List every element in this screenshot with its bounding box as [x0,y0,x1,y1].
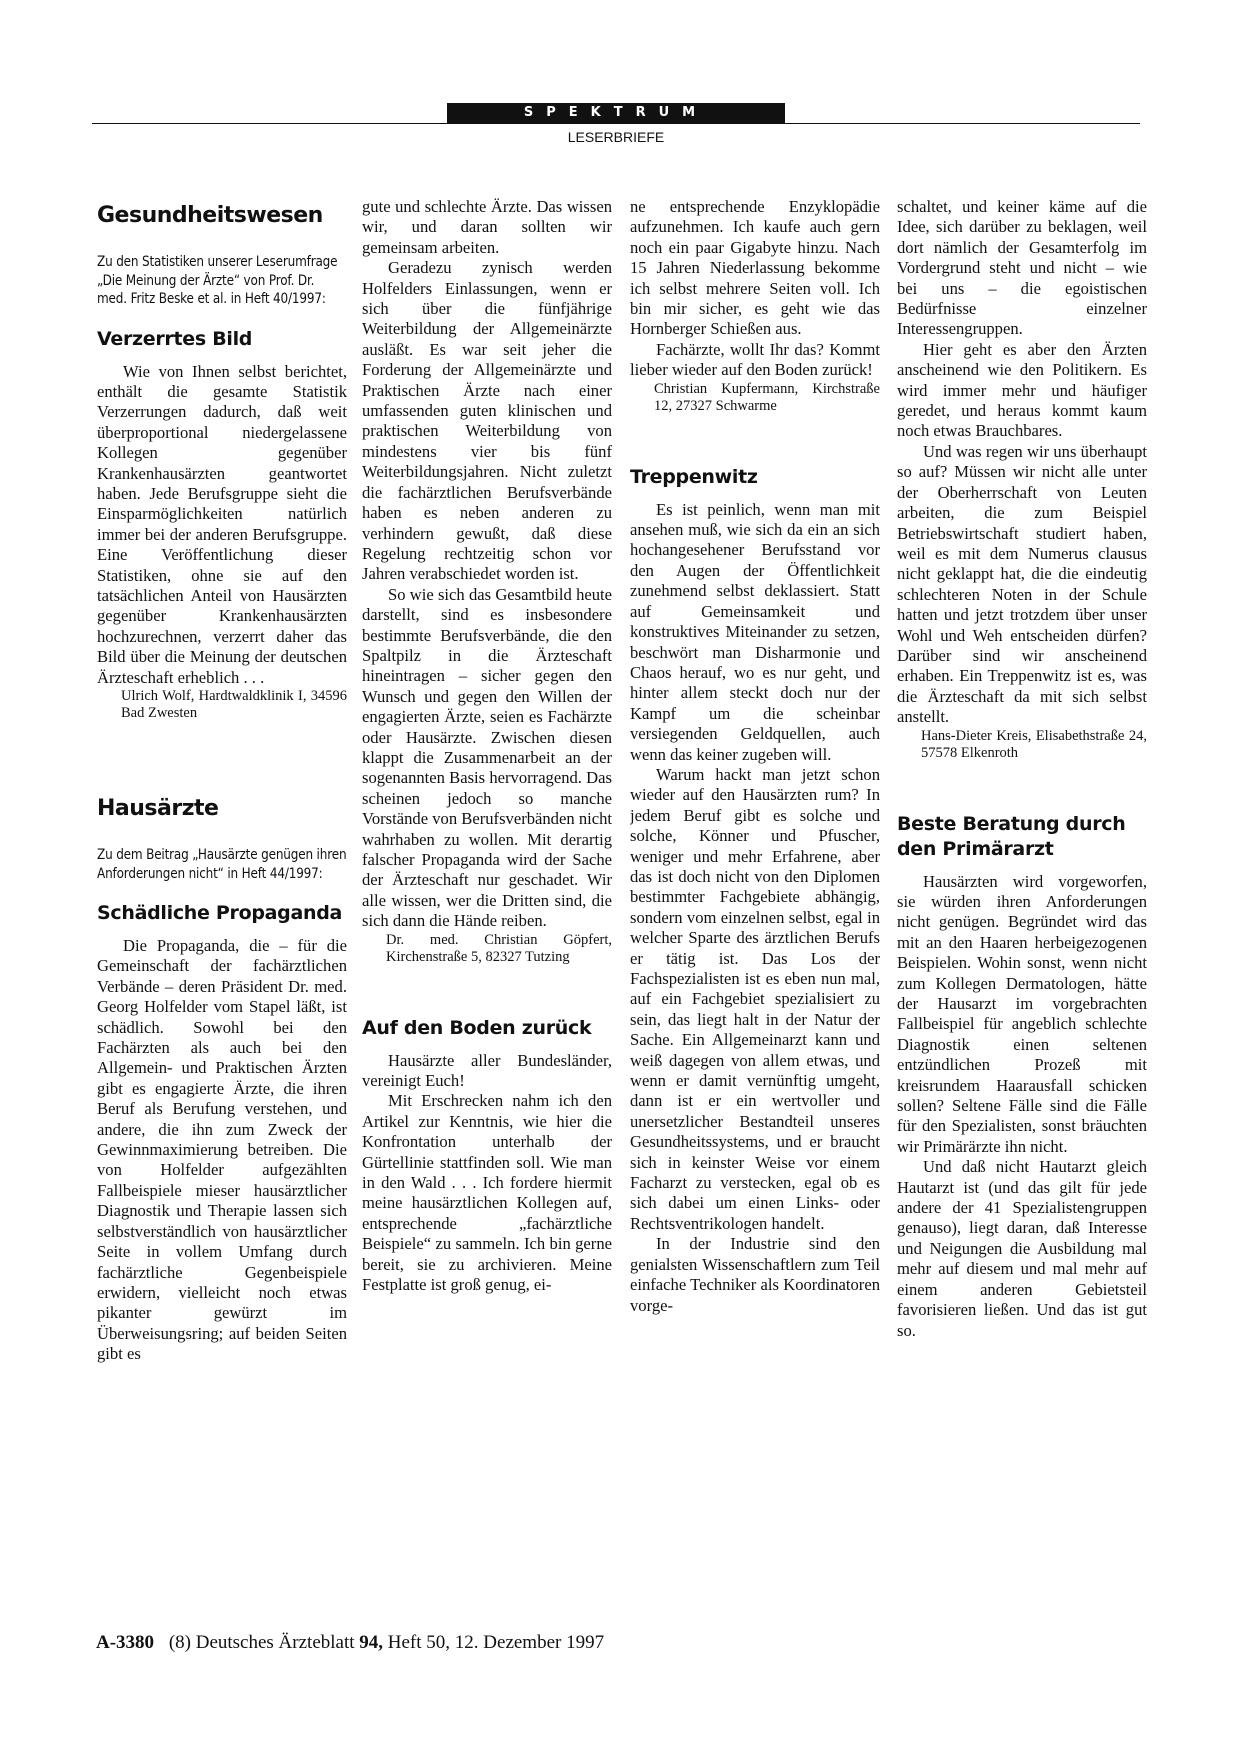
column-1 [97,197,347,1607]
column-3 [630,197,880,1607]
letter-signature: Dr. med. Christian Göpfert, Kirchenstraße 5, 82327 Tutzing [386,931,612,965]
section-header: SPEKTRUM [447,103,785,123]
subsection-label: LESERBRIEFE [567,129,665,145]
letter-paragraph: gute und schlechte Ärzte. Das wissen wir, und daran sollten wir gemeinsam arbeiten. [362,197,612,257]
letter-heading: Schädliche Propaganda [97,902,343,924]
letter-signature: Christian Kupfermann, Kirchstraße 12, 27327 Schwarme [654,380,880,414]
letter-paragraph: Fachärzte, wollt Ihr das? Kommt lieber wieder auf den Boden zurück! [630,339,880,380]
letter-paragraph: So wie sich das Gesamtbild heute darstellt, sind es insbesondere bestimmte Berufsverbände, die den Spaltpilz in die Ärzteschaft hineintragen – sicher gegen den Wunsch und gegen den Willen der engagierten Ärzte, seien es Fachärzte oder Hausärzte. Zwischen diesen klappt die Zusammenarbeit an der sogenannten Basis hervorragend. Das scheinen jedoch so manche Vorstände von Berufsverbänden nicht wahrhaben zu wollen. Mit derartig falscher Propaganda wird der Sache der Ärzteschaft nur geschadet. Wir alle wissen, wer die Dritten sind, die sich dann die Hände reiben. [362,584,612,931]
page-footer [96,1632,604,1654]
letter-paragraph: Mit Erschrecken nahm ich den Artikel zur Kenntnis, wie hier die Konfrontation unterhalb der Gürtellinie stattfinden soll. Wie man in den Wald . . . Ich fordere hiermit meine hausärztlichen Kollegen auf, entsprechende „fachärztliche Beispiele“ zu sammeln. Ich bin gerne bereit, sie zu archivieren. Meine Festplatte ist groß genug, ei- [362,1091,612,1295]
footer-volume: 94, [359,1632,384,1653]
letter-paragraph: Hausärzte aller Bundesländer, vereinigt Euch! [362,1050,612,1091]
rubric-intro: Zu den Statistiken unserer Leserumfrage „Die Meinung der Ärzte“ von Prof. Dr. med. Fritz Beske et al. in Heft 40/1997: [97,254,338,307]
letter-heading: Treppenwitz [630,465,758,488]
letter-paragraph: Es ist peinlich, wenn man mit ansehen muß, wie sich da ein an sich hochangesehener Berufsstand vor den Augen der Öffentlichkeit zunehmend selbst deklassiert. Statt auf Gemeinsamkeit und konstruktives Miteinander zu setzen, beschwört man Disharmonie und Chaos herauf, wo es nur geht, und hinter allem steckt doch nur der Kampf um die scheinbar versiegenden Geldquellen, auch wenn das keiner zugeben will. [630,499,880,764]
letter-paragraph: ne entsprechende Enzyklopädie aufzunehmen. Ich kaufe auch gern noch ein paar Gigabyte hinzu. Nach 15 Jahren Niederlassung bekomme ich selbst mehrere Seiten voll. Ich bin mir sicher, es geht wie das Hornberger Schießen aus. [630,197,880,339]
letter-paragraph: Geradezu zynisch werden Holfelders Einlassungen, wenn er sich über die fünfjährige Weiterbildung der Allgemeinärzte ausläßt. Es war seit jeher die Forderung der Allgemeinärzte und Praktischen Ärzte nach einer umfassenden guten klinischen und praktischen Weiterbildung von mindestens vier bis fünf Weiterbildungsjahren. Nicht zuletzt die fachärztlichen Berufsverbände haben es neben anderen zu verhindern gewußt, daß diese Regelung rechtzeitig schon vor Jahren verabschiedet worden ist. [362,258,612,584]
rubric-title: Hausärzte [97,796,219,821]
footer-issue-pre: (8) Deutsches Ärzteblatt [168,1632,355,1653]
letter-paragraph: Und daß nicht Hautarzt gleich Hautarzt ist (und das gilt für jede andere der 41 Spezialistengruppen genauso), liegt daran, daß Interesse und Neigungen die Ausbildung mal mehr auf diesem und mal mehr auf einem anderen Gebietsteil favorisieren ließen. Und das ist gut so. [897,1157,1147,1340]
letter-heading: Verzerrtes Bild [97,327,253,350]
column-4 [897,197,1147,1607]
letter-paragraph: Die Propaganda, die – für die Gemeinschaft der fachärztlichen Verbände – deren Präsident Dr. med. Georg Holfelder vom Stapel läßt, ist schädlich. Sowohl bei den Fachärzten als auch bei den Allgemein- und Praktischen Ärzten gibt es engagierte Ärzte, die ihren Beruf als Berufung verstehen, und andere, die ihn zum Zweck der Gewinnmaximierung betreiben. Die von Holfelder aufgezählten Fallbeispiele mieser hausärztlicher Diagnostik und Therapie lassen sich selbstverständlich von hausärztlicher Seite in vollem Umfang durch fachärztliche Gegenbeispiele erwidern, vielleicht noch etwas pikanter gewürzt im Überweisungsring; auf beiden Seiten gibt es [97,936,347,1364]
letter-heading: Auf den Boden zurück [362,1016,592,1039]
rubric-intro: Zu dem Beitrag „Hausärzte genügen ihren Anforderungen nicht“ in Heft 44/1997: [97,847,347,882]
header-rule [92,123,1140,124]
letter-paragraph: Hausärzten wird vorgeworfen, sie würden ihren Anforderungen nicht genügen. Begründet wird das mit an den Haaren herbeigezogenen Beispielen. Wohin sonst, wenn nicht zum Kollegen Dermatologen, hätte der Hausarzt im vorgebrachten Fallbeispiel für angeblich schlechte Diagnostik einen seltenen entzündlichen Prozeß mit kreisrundem Haarausfall schicken sollen? Seltene Fälle sind die Fälle für den Spezialisten, sonst bräuchten wir Primärärzte ihn nicht. [897,871,1147,1156]
rubric-title: Gesundheitswesen [97,203,323,228]
letter-heading: Beste Beratung durch den Primärarzt [897,812,1126,860]
letter-paragraph: Hier geht es aber den Ärzten anscheinend wie den Politikern. Es wird immer mehr und häufiger geredet, und heraus kommt kaum noch etwas Brauchbares. [897,339,1147,441]
letter-paragraph: Warum hackt man jetzt schon wieder auf den Hausärzten rum? In jedem Beruf gibt es solche und solche, Könner und Pfuscher, weniger und mehr Erfahrene, aber das ist doch nicht von den Diplomen bestimmter Fachgebiete abhängig, sondern vom einzelnen selbst, egal in welcher Sparte des ärztlichen Berufs er tätig ist. Das Los der Fachspezialisten ist es eben nun mal, auf ein Fachgebiet spezialisiert zu sein, das liegt halt in der Natur der Sache. Ein Allgemeinarzt kann und weiß dagegen von allem etwas, und wenn er damit vernünftig umgeht, dann ist er ein wertvoller und unersetzlicher Bestandteil unseres Gesundheitssystems, und er braucht sich in keinster Weise vor einem Facharzt zu verstecken, egal ob es sich dabei um einen Links- oder Rechtsventrikologen handelt. [630,764,880,1233]
letter-paragraph: Und was regen wir uns überhaupt so auf? Müssen wir nicht alle unter der Oberherrschaft von Leuten arbeiten, die zum Beispiel Betriebswirtschaft studiert haben, weil es mit dem Numerus clausus nicht geklappt hat, die die eindeutig schlechteren Noten in der Schule hatten und jetzt trotzdem über unser Wohl und Weh entscheiden dürfen? Darüber sind wir anscheinend erhaben. Ein Treppenwitz ist es, was die Ärzteschaft da mit sich selbst anstellt. [897,441,1147,727]
letter-paragraph: schaltet, und keiner käme auf die Idee, sich darüber zu beklagen, weil dort nämlich der Gesamterfolg im Vordergrund steht und nicht – wie bei uns – die egoistischen Bedürfnisse einzelner Interessengruppen. [897,197,1147,339]
letter-signature: Hans-Dieter Kreis, Elisabethstraße 24, 57578 Elkenroth [921,727,1147,761]
column-2 [362,197,612,1607]
letter-paragraph: Wie von Ihnen selbst berichtet, enthält die gesamte Statistik Verzerrungen dadurch, daß weit überproportional niedergelassene Kollegen gegenüber Krankenhausärzten geantwortet haben. Jede Berufsgruppe sieht die Einsparmöglichkeiten natürlich immer bei der anderen Berufsgruppe. Eine Veröffentlichung dieser Statistiken, ohne sie auf den tatsächlichen Anteil von Hausärzten gegenüber Krankenhausärzten hochzurechnen, verzerrt daher das Bild über die Meinung der deutschen Ärzteschaft erheblich . . . [97,361,347,687]
letter-paragraph: In der Industrie sind den genialsten Wissenschaftlern zum Teil einfache Techniker als Koordinatoren vorge- [630,1234,880,1315]
page-number: A-3380 [96,1632,155,1653]
letter-signature: Ulrich Wolf, Hardtwaldklinik I, 34596 Bad Zwesten [121,688,347,721]
footer-issue-post: Heft 50, 12. Dezember 1997 [387,1632,605,1653]
